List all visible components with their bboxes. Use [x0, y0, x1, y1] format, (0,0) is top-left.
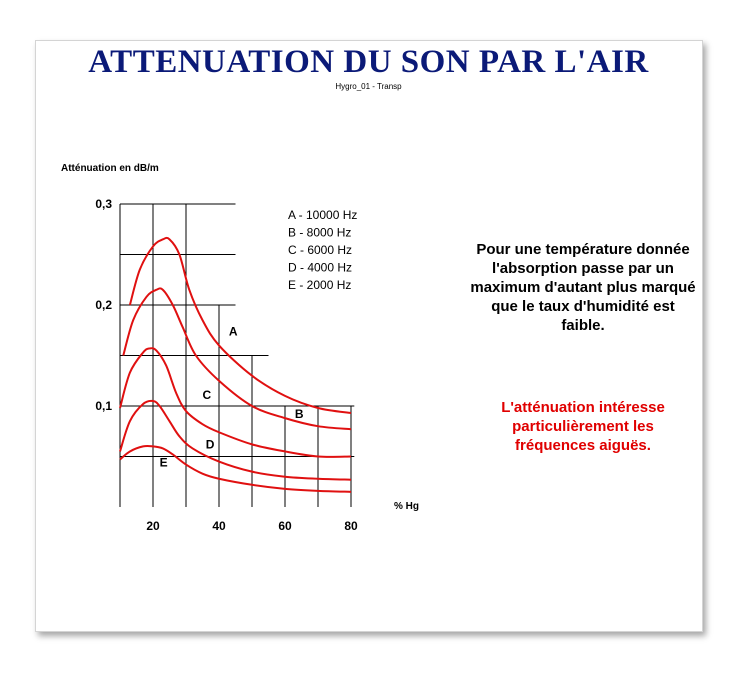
description-text: Pour une température donnée l'absorption passe par un maximum d'autant plus marqué que le taux d'humidité est faible. — [470, 241, 696, 334]
series-label-e: E — [159, 455, 168, 470]
legend-entry: D - 4000 Hz — [288, 260, 353, 275]
series-label-a: A — [228, 324, 238, 339]
x-tick-label: 40 — [212, 519, 226, 533]
chart-legend — [288, 208, 357, 292]
x-tick-label: 80 — [344, 519, 358, 533]
legend-entry: B - 8000 Hz — [288, 225, 352, 240]
page-title: ATTENUATION DU SON PAR L'AIR — [88, 44, 649, 80]
series-label-b: B — [294, 407, 304, 422]
note-text: L'atténuation intéresse particulièrement les fréquences aiguës. — [501, 399, 665, 454]
chart-curves — [120, 238, 351, 492]
x-tick-label: 20 — [146, 519, 160, 533]
curve-e — [120, 446, 351, 492]
y-axis-label: Atténuation en dB/m — [61, 163, 159, 174]
series-label-c: C — [202, 387, 212, 402]
x-axis-label: % Hg — [394, 501, 419, 512]
legend-entry: A - 10000 Hz — [288, 208, 358, 222]
y-tick-label: 0,3 — [95, 197, 112, 211]
legend-entry: C - 6000 Hz — [288, 243, 353, 257]
y-tick-label: 0,1 — [95, 399, 112, 413]
x-tick-label: 60 — [278, 519, 292, 533]
series-label-d: D — [205, 437, 215, 452]
chart-labels — [95, 197, 419, 533]
y-tick-label: 0,2 — [95, 298, 112, 312]
legend-entry: E - 2000 Hz — [288, 278, 352, 292]
page-subtitle: Hygro_01 - Transp — [335, 82, 402, 91]
curve-d — [120, 401, 351, 480]
